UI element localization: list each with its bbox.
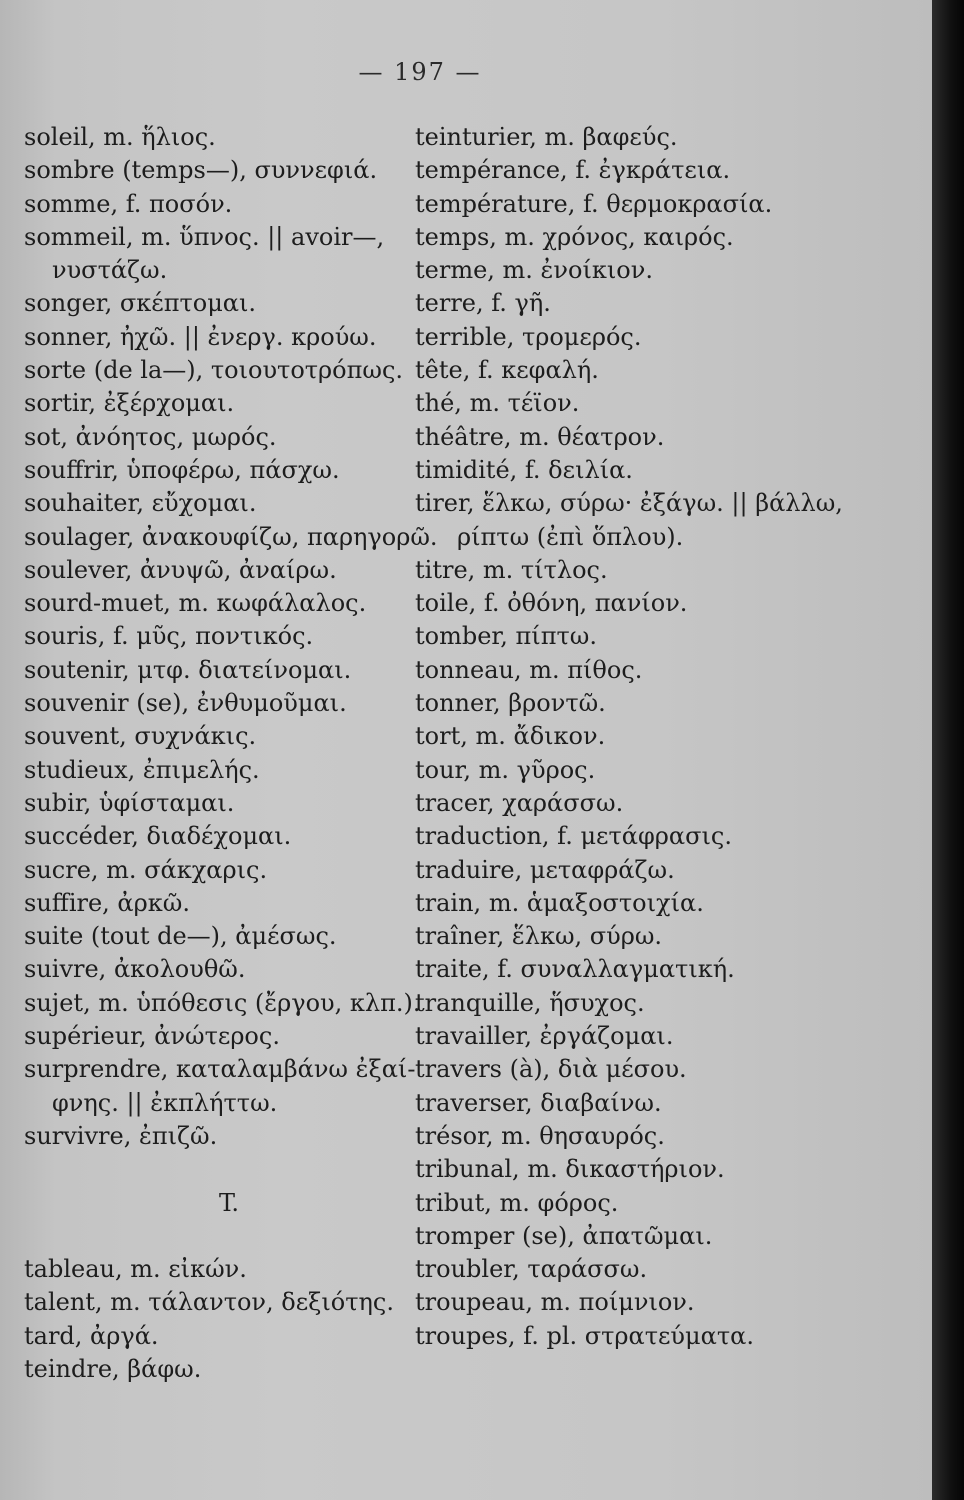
entry-trainer: traîner, ἕλκω, σύρω.	[415, 922, 663, 951]
right-column	[415, 121, 843, 1353]
entry-somme: somme, f. ποσόν.	[24, 189, 233, 218]
entry-souhaiter: souhaiter, εὔχομαι.	[24, 489, 257, 518]
entry-temps: temps, m. χρόνος, καιρός.	[415, 222, 734, 251]
entry-traite: traite, f. συναλλαγματική.	[415, 955, 735, 984]
entry-terme: terme, m. ἐνοίκιον.	[415, 256, 653, 285]
entry-souvent: souvent, συχνάκις.	[24, 722, 257, 751]
entry-suffire: suffire, ἀρκῶ.	[24, 888, 190, 917]
entry-troupeau: troupeau, m. ποίμνιον.	[415, 1288, 695, 1317]
entry-superieur: supérieur, ἀνώτερος.	[24, 1022, 280, 1051]
entry-sombre: sombre (temps—), συννεφιά.	[24, 156, 378, 185]
entry-tort: tort, m. ἄδικον.	[415, 722, 606, 751]
entry-tromper: tromper (se), ἀπατῶμαι.	[415, 1221, 713, 1250]
entry-souffrir: souffrir, ὑποφέρω, πάσχω.	[24, 455, 340, 484]
entry-tour: tour, m. γῦρος.	[415, 755, 596, 784]
entry-sortir: sortir, ἐξέρχομαι.	[24, 389, 235, 418]
entry-temperance: tempérance, f. ἐγκράτεια.	[415, 156, 731, 185]
blank-line	[24, 1153, 414, 1186]
entry-souris: souris, f. μῦς, ποντικός.	[24, 622, 314, 651]
entry-surprendre-continued: φνης. || ἐκπλήττω.	[52, 1088, 278, 1117]
entry-tomber: tomber, πίπτω.	[415, 622, 597, 651]
entry-talent: talent, m. τάλαντον, δεξιότης.	[24, 1288, 394, 1317]
entry-tard: tard, ἀργά.	[24, 1321, 159, 1350]
entry-traduction: traduction, f. μετάφρασις.	[415, 822, 732, 851]
entry-suite: suite (tout de—), ἀμέσως.	[24, 922, 337, 951]
entry-subir: subir, ὑφίσταμαι.	[24, 788, 235, 817]
entry-train: train, m. ἁμαξοστοιχία.	[415, 888, 704, 917]
entry-the: thé, m. τέϊον.	[415, 389, 580, 418]
entry-tonner: tonner, βροντῶ.	[415, 689, 606, 718]
entry-soulager: soulager, ἀνακουφίζω, παρηγορῶ.	[24, 522, 438, 551]
page-number: — 197 —	[358, 58, 482, 86]
entry-sonner: sonner, ἠχῶ. || ἐνεργ. κρούω.	[24, 322, 377, 351]
entry-timidite: timidité, f. δειλία.	[415, 455, 633, 484]
entry-sujet: sujet, m. ὑπόθεσις (ἔργου, κλπ.).	[24, 988, 421, 1017]
entry-sorte: sorte (de la—), τοιουτοτρόπως.	[24, 356, 404, 385]
entry-titre: titre, m. τίτλος.	[415, 555, 608, 584]
entry-troupes: troupes, f. pl. στρατεύματα.	[415, 1321, 754, 1350]
entry-tableau: tableau, m. εἰκών.	[24, 1255, 247, 1284]
entry-tribut: tribut, m. φόρος.	[415, 1188, 619, 1217]
entry-survivre: survivre, ἐπιζῶ.	[24, 1121, 218, 1150]
entry-sommeil-continued: νυστάζω.	[52, 256, 168, 285]
book-edge-shadow	[932, 0, 964, 1500]
entry-sucre: sucre, m. σάκχαρις.	[24, 855, 268, 884]
entry-terre: terre, f. γῆ.	[415, 289, 551, 318]
entry-tirer: tirer, ἕλκω, σύρω· ἐξάγω. || βάλλω,	[415, 489, 843, 518]
entry-surprendre: surprendre, καταλαμβάνω ἐξαί-	[24, 1055, 416, 1084]
entry-tribunal: tribunal, m. δικαστήριον.	[415, 1155, 725, 1184]
entry-soutenir: soutenir, μτφ. διατείνομαι.	[24, 655, 352, 684]
entry-sommeil: sommeil, m. ὕπνος. || avoir—,	[24, 222, 385, 251]
entry-sot: sot, ἀνόητος, μωρός.	[24, 422, 277, 451]
entry-sourd-muet: sourd-muet, m. κωφάλαλος.	[24, 589, 367, 618]
entry-songer: songer, σκέπτομαι.	[24, 289, 257, 318]
blank-line	[24, 1220, 414, 1253]
entry-travailler: travailler, ἐργάζομαι.	[415, 1022, 674, 1051]
section-heading-letter: T.	[218, 1188, 240, 1217]
entry-succeder: succéder, διαδέχομαι.	[24, 822, 292, 851]
entry-suivre: suivre, ἀκολουθῶ.	[24, 955, 246, 984]
entry-tranquille: tranquille, ἥσυχος.	[415, 988, 645, 1017]
entry-tete: tête, f. κεφαλή.	[415, 356, 599, 385]
entry-toile: toile, f. ὀθόνη, πανίον.	[415, 589, 688, 618]
entry-terrible: terrible, τρομερός.	[415, 322, 642, 351]
entry-tirer-continued: ρίπτω (ἐπὶ ὅπλου).	[457, 522, 684, 551]
entry-traduire: traduire, μεταφράζω.	[415, 855, 675, 884]
entry-tresor: trésor, m. θησαυρός.	[415, 1121, 665, 1150]
entry-studieux: studieux, ἐπιμελής.	[24, 755, 260, 784]
entry-tracer: tracer, χαράσσω.	[415, 788, 624, 817]
entry-theatre: théâtre, m. θέατρον.	[415, 422, 665, 451]
entry-soleil: soleil, m. ἥλιος.	[24, 123, 216, 151]
entry-troubler: troubler, ταράσσω.	[415, 1255, 648, 1284]
left-column	[24, 121, 438, 1386]
entry-traverser: traverser, διαβαίνω.	[415, 1088, 662, 1117]
entry-teinturier: teinturier, m. βαφεύς.	[415, 123, 678, 151]
entry-tonneau: tonneau, m. πίθος.	[415, 655, 643, 684]
entry-teindre: teindre, βάφω.	[24, 1354, 202, 1383]
entry-soulever: soulever, ἀνυψῶ, ἀναίρω.	[24, 555, 337, 584]
entry-souvenir: souvenir (se), ἐνθυμοῦμαι.	[24, 689, 347, 718]
entry-travers: travers (à), διὰ μέσου.	[415, 1055, 687, 1084]
entry-temperature: température, f. θερμοκρασία.	[415, 189, 773, 218]
